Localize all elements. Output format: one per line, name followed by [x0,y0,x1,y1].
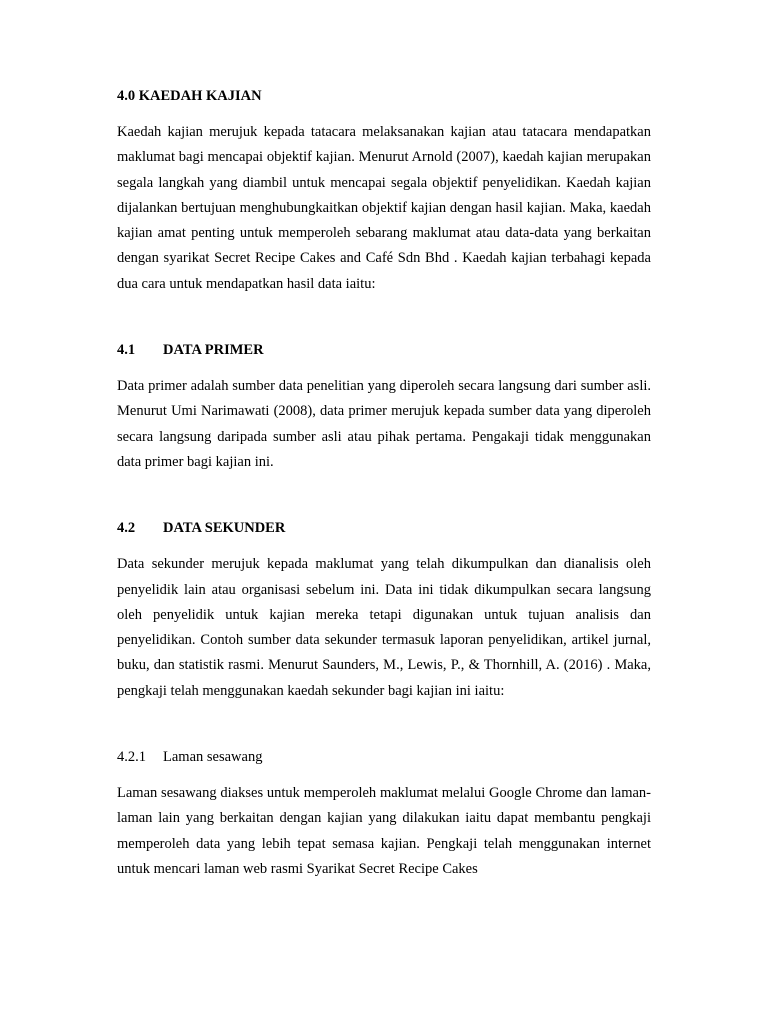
section-title: DATA PRIMER [163,342,264,359]
paragraph-data-primer: Data primer adalah sumber data penelitian yang diperoleh secara langsung dari sumber asli. Menurut Umi Narimawati (2008), data primer merujuk kepada sumber data yang diperoleh secara langsung daripada sumber asli atau pihak pertama. Pengakaji tidak menggunakan data primer bagi kajian ini. [117,378,651,470]
paragraph-kaedah-kajian: Kaedah kajian merujuk kepada tatacara melaksanakan kajian atau tatacara mendapatkan maklumat bagi mencapai objektif kajian. Menurut Arnold (2007), kaedah kajian merupakan segala langkah yang diambil untuk mencapai segala objektif penyelidikan. Kaedah kajian dijalankan bertujuan menghubungkaitkan objektif kajian dengan hasil kajian. Maka, kaedah kajian amat penting untuk memperoleh sebarang maklumat atau data-data yang berkaitan dengan syarikat Secret Recipe Cakes and Café Sdn Bhd . Kaedah kajian terbahagi kepada dua cara untuk mendapatkan hasil data iaitu: [117,124,651,292]
section-title: DATA SEKUNDER [163,520,286,537]
paragraph-data-sekunder: Data sekunder merujuk kepada maklumat yang telah dikumpulkan dan dianalisis oleh penyelidik lain atau organisasi sebelum ini. Data ini tidak dikumpulkan secara langsung oleh penyelidik untuk kajian mereka tetapi digunakan untuk tujuan analisis dan penyelidikan. Contoh sumber data sekunder termasuk laporan penyelidikan, artikel jurnal, buku, dan statistik rasmi. Menurut Saunders, M., Lewis, P., & Thornhill, A. (2016) . Maka, pengkaji telah menggunakan kaedah sekunder bagi kajian ini iaitu: [117,556,651,699]
paragraph-laman-sesawang: Laman sesawang diakses untuk memperoleh maklumat melalui Google Chrome dan laman-laman lain yang berkaitan dengan kajian yang dilakukan iaitu dapat membantu pengkaji memperoleh data yang lebih tepat semasa kajian. Pengkaji telah menggunakan internet untuk mencari laman web rasmi Syarikat Secret Recipe Cakes [117,785,651,877]
section-title: 4.0 KAEDAH KAJIAN [117,88,262,104]
subsection-heading-laman-sesawang [117,747,651,767]
subsection-title: Laman sesawang [163,749,263,766]
section-number: 4.2 [117,520,136,537]
section-heading-data-primer [117,340,651,360]
subsection-number: 4.2.1 [117,749,146,766]
section-heading-data-sekunder [117,518,651,538]
document-page [117,86,651,882]
section-heading-kaedah-kajian [117,86,651,106]
section-number: 4.1 [117,342,136,359]
